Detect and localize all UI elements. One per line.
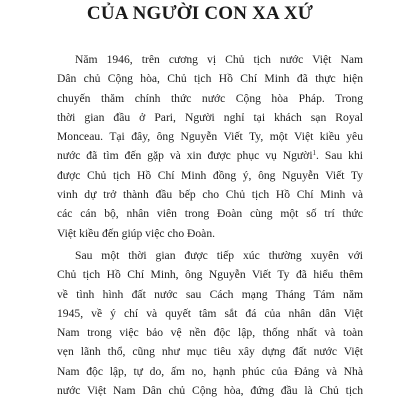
paragraph-2-line-7: Nam độc lập, tự do, ấm no, hạnh phúc của Đảng và Nhà — [57, 364, 363, 378]
body-text — [57, 50, 363, 400]
paragraph-1-line-5: Monceau. Tại đây, ông Nguyễn Viết Ty, một Việt kiều yêu — [57, 130, 363, 144]
paragraph-1-line-7: được Chủ tịch Hồ Chí Minh đồng ý, ông Nguyễn Viết Ty — [57, 168, 363, 182]
paragraph-1-line-3: chuyến thăm chính thức nước Cộng hòa Pháp. Trong — [57, 91, 363, 105]
paragraph-1-line-10: Việt kiều đến giúp việc cho Đoàn. — [57, 226, 216, 240]
chapter-heading: CỦA NGƯỜI CON XA XỨ — [86, 3, 314, 24]
paragraph-2-line-2: Chủ tịch Hồ Chí Minh, ông Nguyễn Viết Ty đã hiểu thêm — [57, 268, 363, 282]
paragraph-2-line-6: vẹn lãnh thổ, cũng như mục tiêu xây dựng đất nước Việt — [57, 345, 363, 359]
paragraph-1-line-1: Năm 1946, trên cương vị Chủ tịch nước Việt Nam — [75, 53, 363, 66]
paragraph-1-line-9: các cán bộ, nhân viên trong Đoàn cùng một số trí thức — [57, 207, 363, 221]
paragraph-2-line-8: nước Việt Nam Dân chủ Cộng hòa, đứng đầu là Chủ tịch — [57, 384, 363, 398]
paragraph-1-line-6 — [57, 146, 363, 165]
paragraph-1-line-4: thời gian đầu ở Pari, Người nghỉ tại khách sạn Royal — [57, 110, 363, 124]
paragraph-1-line-8: vinh dự trở thành đầu bếp cho Chủ tịch Hồ Chí Minh và — [57, 188, 363, 202]
paragraph-2-line-5: Nam trong việc bảo vệ nền độc lập, thống nhất và toàn — [57, 326, 363, 340]
paragraph-1-line-6-text: nước đã tìm đến gặp và xin được phục vụ Người — [57, 149, 313, 163]
footnote-marker: 1 — [312, 149, 317, 158]
paragraph-1-line-6-tail: . Sau khi — [316, 149, 363, 163]
paragraph-2-line-3: về tình hình đất nước sau Cách mạng Tháng Tám năm — [57, 287, 363, 301]
paragraph-2-line-1: Sau một thời gian được tiếp xúc thường xuyên với — [75, 248, 363, 262]
paragraph-2-line-4: 1945, về ý chí và quyết tâm sắt đá của nhân dân Việt — [57, 306, 363, 320]
paragraph-1-line-2: Dân chủ Cộng hòa, Chủ tịch Hồ Chí Minh đã thực hiện — [57, 72, 363, 86]
